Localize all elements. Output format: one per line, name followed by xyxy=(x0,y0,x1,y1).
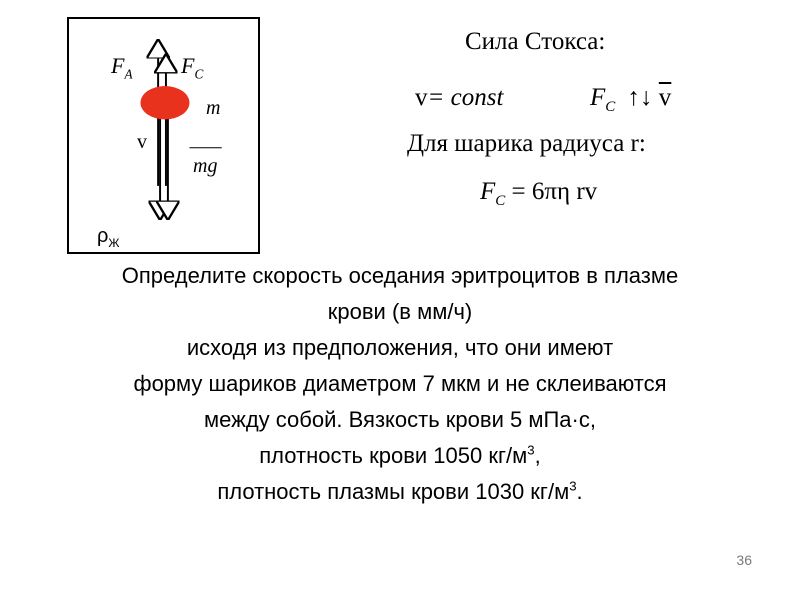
erythrocyte-ball xyxy=(140,86,189,119)
force-diagram-svg xyxy=(69,19,258,252)
problem-line-7: плотность плазмы крови 1030 $кг/м^3$. xyxy=(217,478,583,504)
ball-title: Для шарика радиуса r: xyxy=(407,130,646,157)
page-number: 36 xyxy=(736,552,752,568)
velocity-const-eq: v= const xyxy=(415,84,504,111)
problem-line-4: форму шариков диаметром 7 мкм и не склеиваются xyxy=(133,371,667,396)
force-diagram xyxy=(67,17,260,254)
fc-label: $F_C$ xyxy=(181,53,204,82)
mass-label: m xyxy=(206,97,221,119)
problem-line-5: между собой. Вязкость крови 5 мПа·с, xyxy=(204,407,596,432)
velocity-label: v xyxy=(137,131,147,153)
problem-line-2: крови (в мм/ч) xyxy=(327,299,473,324)
stokes-title: Сила Стокса: xyxy=(465,28,606,55)
problem-statement xyxy=(30,258,770,510)
problem-line-3: исходя из предположения, что они имеют xyxy=(186,335,614,360)
density-label: $\rho_Ж$ xyxy=(97,225,120,250)
stokes-formula: $F_C = 6\pi\eta$ rv xyxy=(480,178,598,209)
stokes-direction-eq: $F_C$ ↑↓ $\overline{v}$ xyxy=(590,84,672,115)
problem-line-6: плотность крови 1050 $кг/м^3$, xyxy=(259,442,541,468)
problem-line-1: Определите скорость оседания эритроцитов в плазме xyxy=(121,263,679,288)
fa-label: $F_A$ xyxy=(111,53,133,82)
mg-label: mg xyxy=(193,155,218,177)
